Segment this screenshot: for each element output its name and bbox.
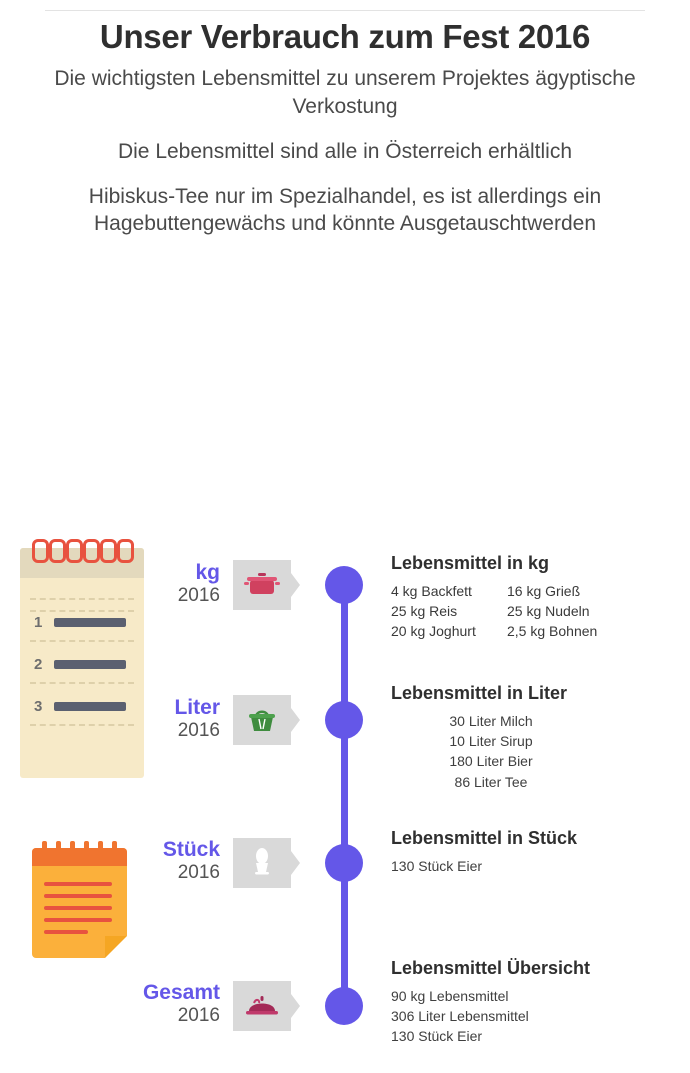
- list-item: 30 Liter Milch: [449, 712, 533, 729]
- list-item: 4 kg Backfett: [391, 582, 472, 599]
- list-item: 130 Stück Eier: [391, 1028, 483, 1045]
- timeline-dot-gesamt: [325, 987, 363, 1025]
- row-content-liter: [391, 683, 681, 792]
- serving-dish-icon: [244, 991, 280, 1021]
- list-item: 180 Liter Bier: [449, 753, 533, 770]
- row-category: kg: [195, 560, 220, 584]
- row-content-kg: [391, 553, 681, 642]
- list-item: 90 kg Lebensmittel: [391, 987, 509, 1004]
- row-items-kg: [391, 581, 681, 642]
- list-item: 86 Liter Tee: [454, 773, 528, 790]
- list-item: 16 kg Grieß: [507, 582, 581, 599]
- pot-icon: [244, 570, 280, 600]
- row-year: 2016: [177, 584, 220, 606]
- row-year: 2016: [177, 1004, 220, 1026]
- timeline-dot-stueck: [325, 844, 363, 882]
- row-label-stueck: [120, 838, 220, 884]
- row-label-liter: [120, 696, 220, 742]
- row-items-liter: [391, 711, 591, 792]
- page-subtitle: Die wichtigsten Lebensmittel zu unserem Projektes ägyptische Verkostung: [54, 67, 636, 118]
- timeline-dot-kg: [325, 566, 363, 604]
- list-item: 10 Liter Sirup: [449, 733, 533, 750]
- row-label-kg: [120, 561, 220, 607]
- notepad-row-number: 1: [34, 613, 43, 631]
- row-heading: Lebensmittel Übersicht: [391, 957, 591, 978]
- pot-icon-chip: [233, 560, 291, 610]
- row-year: 2016: [177, 861, 220, 883]
- header: [0, 0, 690, 238]
- top-divider: [45, 10, 645, 11]
- egg-cup-icon-chip: [233, 838, 291, 888]
- page-title: Unser Verbrauch zum Fest 2016: [99, 18, 591, 55]
- row-content-stueck: [391, 828, 681, 876]
- availability-note: Die Lebensmittel sind alle in Österreich erhältlich: [117, 139, 573, 163]
- row-heading: Lebensmittel in Stück: [391, 827, 578, 848]
- hibiscus-note: Hibiskus-Tee nur im Spezialhandel, es ist allerdings ein Hagebuttengewächs und könnte Ausgetauschtwerden: [88, 185, 602, 236]
- notepad-row-number: 3: [34, 697, 43, 715]
- timeline-row-kg: [0, 553, 690, 673]
- row-category: Gesamt: [142, 980, 220, 1004]
- list-item: 25 kg Nudeln: [507, 603, 590, 620]
- serving-dish-icon-chip: [233, 981, 291, 1031]
- notepad-row-number: 2: [34, 655, 43, 673]
- list-item: 20 kg Joghurt: [391, 623, 476, 640]
- shopping-basket-icon-chip: [233, 695, 291, 745]
- egg-cup-icon: [247, 847, 277, 879]
- list-item: 130 Stück Eier: [391, 857, 483, 874]
- shopping-basket-icon: [245, 705, 279, 735]
- timeline-row-gesamt: [0, 953, 690, 1073]
- row-year: 2016: [177, 719, 220, 741]
- timeline-dot-liter: [325, 701, 363, 739]
- row-category: Stück: [162, 837, 220, 861]
- row-heading: Lebensmittel in Liter: [391, 682, 568, 703]
- list-item: 2,5 kg Bohnen: [507, 623, 598, 640]
- row-heading: Lebensmittel in kg: [391, 552, 550, 573]
- row-items-gesamt: [391, 986, 681, 1047]
- timeline-area: [0, 248, 690, 1045]
- list-item: 25 kg Reis: [391, 603, 458, 620]
- list-item: 306 Liter Lebensmittel: [391, 1008, 529, 1025]
- row-items-stueck: [391, 856, 681, 876]
- row-category: Liter: [174, 695, 220, 719]
- timeline-row-stueck: [0, 816, 690, 936]
- row-content-gesamt: [391, 958, 681, 1047]
- timeline-row-liter: [0, 673, 690, 793]
- row-label-gesamt: [100, 981, 220, 1027]
